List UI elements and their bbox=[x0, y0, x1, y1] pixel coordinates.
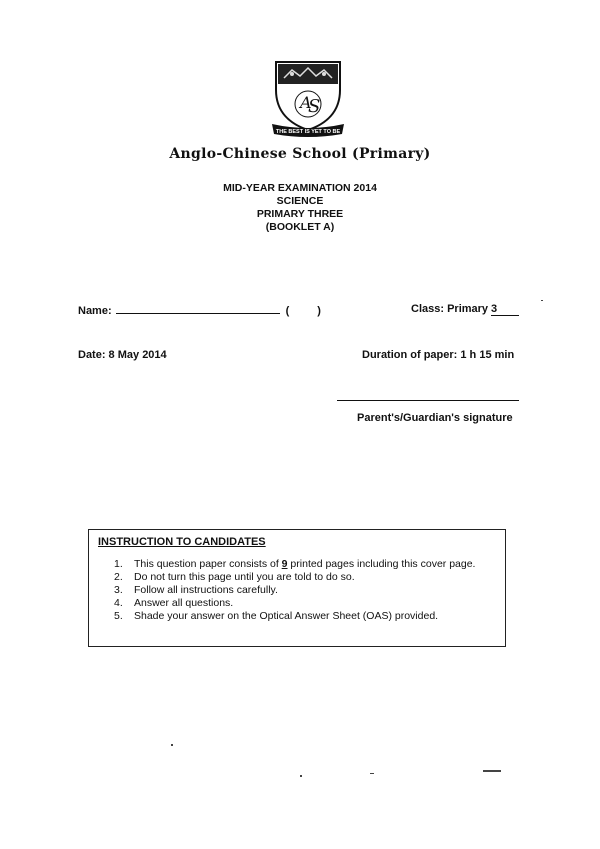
exam-date: Date: 8 May 2014 bbox=[78, 349, 167, 361]
instruction-text-end: printed pages including this cover page. bbox=[287, 558, 476, 570]
scan-speck bbox=[171, 744, 173, 746]
school-name: Anglo-Chinese School (Primary) bbox=[169, 146, 431, 162]
scan-speck bbox=[300, 775, 302, 777]
instruction-number: 1. bbox=[114, 558, 123, 570]
instruction-item bbox=[114, 597, 475, 610]
register-number-paren-open: ( bbox=[285, 305, 290, 317]
instructions-list bbox=[114, 558, 475, 623]
register-number-paren-close: ) bbox=[317, 305, 321, 317]
scan-speck bbox=[541, 300, 543, 301]
instruction-text: Do not turn this page until you are told to do so. bbox=[134, 571, 355, 583]
instruction-text: Shade your answer on the Optical Answer Sheet (OAS) provided. bbox=[134, 610, 439, 622]
class-value[interactable]: 3 bbox=[491, 303, 519, 316]
level-title: PRIMARY THREE bbox=[256, 208, 344, 220]
instruction-number: 3. bbox=[114, 584, 123, 596]
name-field-row bbox=[78, 303, 321, 317]
svg-text:A: A bbox=[300, 93, 312, 112]
instruction-item bbox=[114, 558, 475, 571]
instruction-item bbox=[114, 584, 475, 597]
page-count: 9 bbox=[281, 558, 288, 570]
instruction-item bbox=[114, 571, 475, 584]
instructions-heading: INSTRUCTION TO CANDIDATES bbox=[98, 536, 266, 548]
instruction-item bbox=[114, 610, 475, 623]
signature-line[interactable] bbox=[337, 400, 519, 401]
scan-speck bbox=[370, 773, 374, 774]
name-label: Name: bbox=[78, 305, 112, 317]
class-label: Class: Primary bbox=[411, 303, 489, 315]
instruction-number: 2. bbox=[114, 571, 123, 583]
name-blank-line[interactable] bbox=[116, 303, 280, 314]
crest-motto-text: THE BEST IS YET TO BE bbox=[275, 129, 341, 135]
svg-text:S: S bbox=[308, 96, 321, 117]
paper-duration: Duration of paper: 1 h 15 min bbox=[362, 349, 515, 361]
instruction-text: Answer all questions. bbox=[134, 597, 234, 609]
instructions-box bbox=[88, 529, 506, 647]
instruction-text-start: This question paper consists of bbox=[134, 558, 282, 570]
instruction-number: 5. bbox=[114, 610, 123, 622]
school-crest-logo bbox=[270, 60, 346, 138]
subject-title: SCIENCE bbox=[276, 195, 324, 207]
scan-speck bbox=[483, 770, 501, 772]
exam-title: MID-YEAR EXAMINATION 2014 bbox=[223, 182, 377, 194]
booklet-title: (BOOKLET A) bbox=[265, 221, 335, 233]
instruction-text: Follow all instructions carefully. bbox=[134, 584, 278, 596]
instruction-number: 4. bbox=[114, 597, 123, 609]
class-field-row bbox=[411, 303, 519, 316]
signature-label: Parent's/Guardian's signature bbox=[357, 412, 513, 424]
